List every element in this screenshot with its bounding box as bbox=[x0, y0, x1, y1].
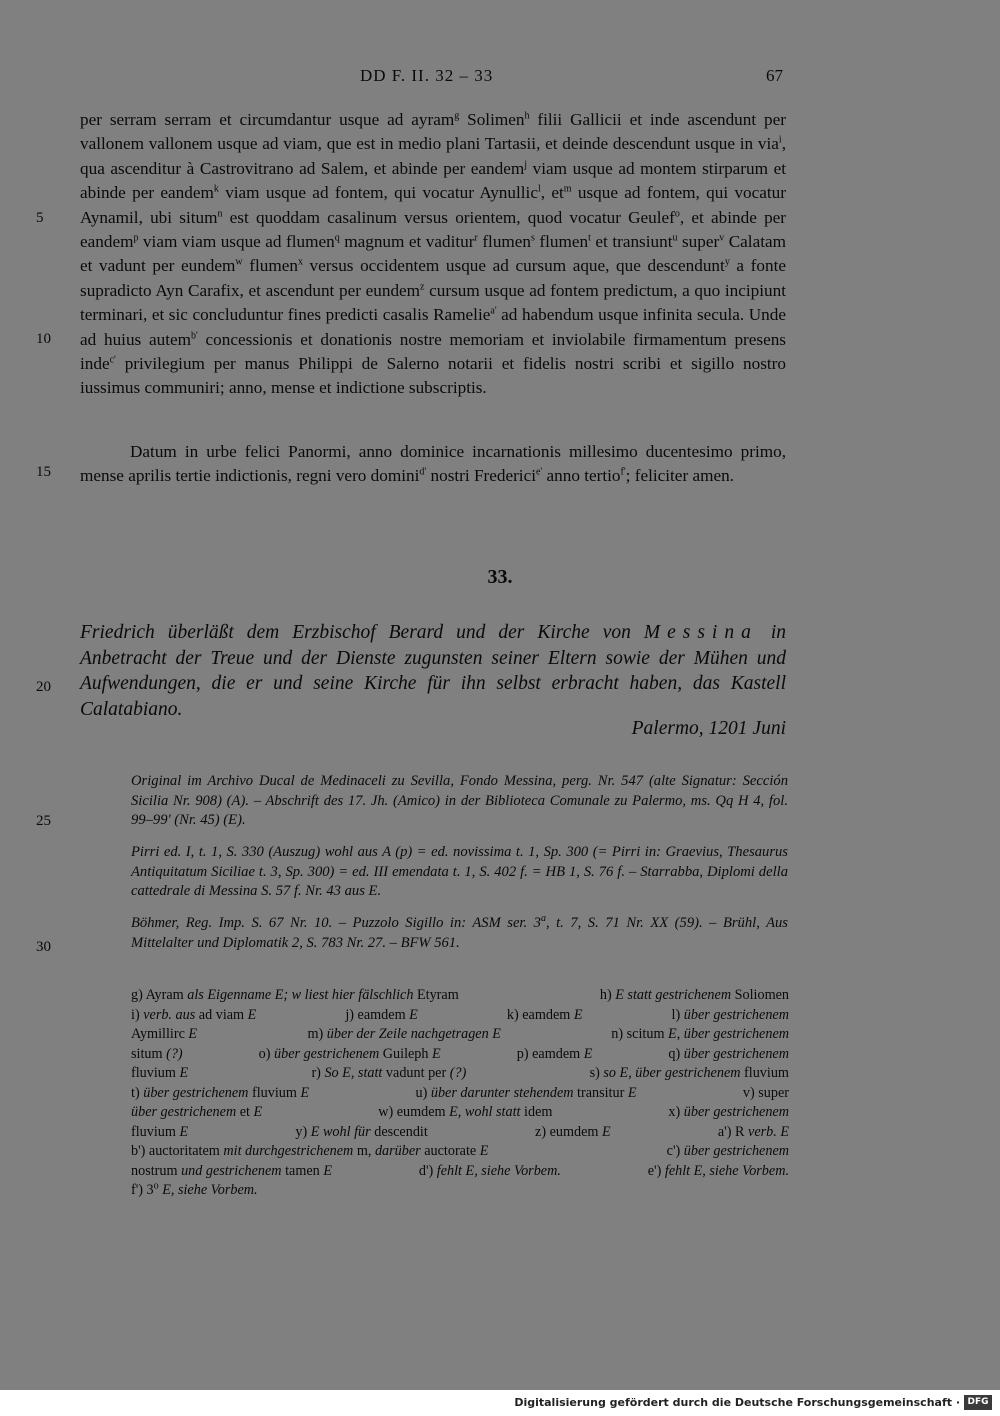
literature-sup: a bbox=[540, 913, 546, 925]
page-number: 67 bbox=[766, 66, 783, 85]
regest-text: in Anbetracht der Treue und der Dienste zugunsten seiner Eltern sowie der Mühen und Aufwendungen, die er und seine Kirche für ihn selbst erbracht haben, das Kastell Calatabiano. bbox=[80, 622, 786, 720]
header-title: DD F. II. 32 – 33 bbox=[360, 66, 494, 85]
line-number: 25 bbox=[36, 813, 51, 829]
literature-text: , t. 7, S. 71 Nr. XX (59). – Brühl, Aus Mittelalter und Diplomatik 2, S. 783 Nr. 27. – BFW 561. bbox=[131, 915, 788, 951]
apparatus-line: fluvium E y) E wohl für descendit z) eumdem E a') R verb. E bbox=[131, 1123, 789, 1140]
line-number: 5 bbox=[36, 210, 44, 226]
line-number: 20 bbox=[36, 679, 51, 695]
literature-text: Böhmer, Reg. Imp. S. 67 Nr. 10. – Puzzolo Sigillo in: ASM ser. 3 bbox=[131, 915, 541, 931]
apparatus-line: situm (?) o) über gestrichenem Guileph E p) eamdem E q) über gestrichenem bbox=[131, 1045, 789, 1062]
dfg-logo-icon: DFG bbox=[964, 1395, 992, 1410]
editions-note: Pirri ed. I, t. 1, S. 330 (Auszug) wohl aus A (p) = ed. novissima t. 1, Sp. 300 (= Pirri in: Graevius, Thesaurus Antiquitatum Siciliae t. 3, Sp. 300) = ed. III emendata t. 1, S. 402 f. = HB 1, S. 76 f. – Starrabba, Diplomi della cattedrale di Messina S. 57 f. Nr. 43 aus E. bbox=[131, 844, 788, 900]
apparatus-line: g) Ayram als Eigenname E; w liest hier fälschlich Etyram h) E statt gestrichenem Soliomen bbox=[131, 987, 789, 1003]
apparatus-line: t) über gestrichenem fluvium E u) über darunter stehendem transitur E v) super bbox=[131, 1084, 789, 1101]
apparatus-line: b') auctoritatem mit durchgestrichenem m, darüber auctorate E c') über gestrichenem bbox=[131, 1143, 789, 1159]
funding-notice: Digitalisierung gefördert durch die Deutsche Forschungsgemeinschaft · bbox=[514, 1396, 960, 1409]
apparatus-line: f') 3$^o$ E, siehe Vorbem. bbox=[131, 1180, 258, 1198]
line-number: 10 bbox=[36, 331, 51, 347]
charter-text-paragraph: per serram serram et circumdantur usque ad ayram$^g$ Solimen$^h$ filii Gallicii et inde ascendunt per vallonem vallonem usque ad viam, que est in medio plani Tartasii, et deinde descendunt usque in via$^i$, qua ascenditur à Castrovitrano ad Salem, et abinde per eandem$^j$ viam usque ad montem stirparum et abinde per eandem$^k$ viam usque ad fontem, qui vocatur Aynullic$^l$, $et^m$ usque ad fontem, qui vocatur Aynamil, ubi situm$^n$ est quoddam casalinum versus orientem, quod vocatur Geulef$^o$, et abinde per eandem$^p$ viam viam usque ad flumen$^q$ magnum et vaditur$^r$ flumen$^s$ flumen$^t$ et transiunt$^u$ super$^v$ Calatam et vadunt per eundem$^w$ flumen$^x$ versus occidentem usque ad cursum aque, que descendunt$^y$ a fonte supradicto Ayn Carafix, et ascendunt per eundem$^z$ cursum usque ad fontem predictum, a quo incipiunt terminari, et sic concluduntur fines predicti casalis Ramelie$^{a'}$ ad habendum usque infinita secula. Unde ad huius autem$^{b'}$ concessionis et donationis nostre memoriam et inviolabile firmamentum presens inde$^{c'}$ privilegium per manus Philippi de Salerno notarii et fidelis nostri scribi et sigillo nostro iussimus communiri; anno, mense et indictione subscriptis. bbox=[80, 110, 787, 398]
line-number: 30 bbox=[36, 939, 51, 955]
apparatus-line: fluvium E r) So E, statt vadunt per (?) s) so E, über gestrichenem fluvium bbox=[131, 1065, 789, 1081]
footer-bar bbox=[0, 1390, 1000, 1416]
document-number: 33. bbox=[487, 566, 513, 588]
literature-note bbox=[131, 914, 788, 953]
regest-place: Messina bbox=[643, 622, 758, 643]
line-number: 15 bbox=[36, 464, 51, 480]
tradition-note: Original im Archivo Ducal de Medinaceli zu Sevilla, Fondo Messina, perg. Nr. 547 (alte Signatur: Sección Sicilia Nr. 908) (A). – Abschrift des 17. Jh. (Amico) in der Biblioteca Comunale zu Palermo, ms. Qq H 4, fol. 99–99' (Nr. 45) (E). bbox=[131, 773, 788, 829]
critical-apparatus bbox=[131, 986, 789, 1201]
regest-text: Friedrich überläßt dem Erzbischof Berard und der Kirche von bbox=[80, 622, 631, 643]
regest-summary bbox=[80, 620, 786, 722]
apparatus-line: i) verb. aus ad viam E j) eamdem E k) eamdem E l) über gestrichenem bbox=[131, 1006, 789, 1023]
apparatus-line: über gestrichenem et E w) eumdem E, wohl statt idem x) über gestrichenem bbox=[131, 1104, 789, 1120]
dateline: Palermo, 1201 Juni bbox=[631, 718, 786, 739]
apparatus-line: nostrum und gestrichenem tamen E d') fehlt E, siehe Vorbem. e') fehlt E, siehe Vorbem. bbox=[131, 1162, 789, 1179]
apparatus-line: Aymillirc E m) über der Zeile nachgetragen E n) scitum E, über gestrichenem bbox=[131, 1026, 789, 1042]
dating-paragraph: Datum in urbe felici Panormi, anno dominice incarnationis millesimo ducentesimo primo, mense aprilis tertie indictionis, regni vero domini$^{d'}$ nostri Frederici$^{e'}$ anno tertio$^{f'}$; feliciter amen. bbox=[80, 442, 786, 486]
